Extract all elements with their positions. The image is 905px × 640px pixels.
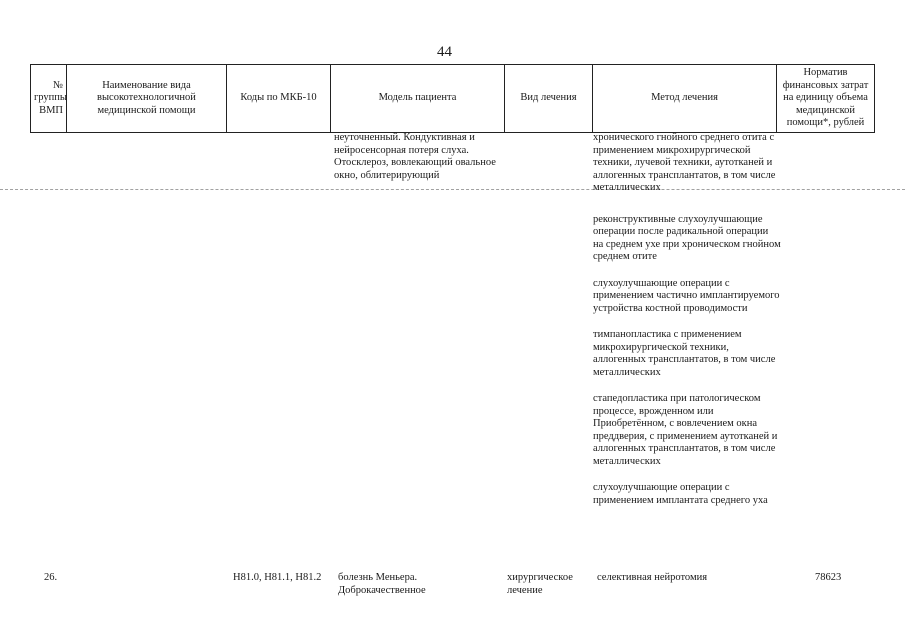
continued-patient-model: неуточненный. Кондуктивная и нейросенсорная потеря слуха. Отосклероз, вовлекающий овальное окно, облитерирующий — [334, 132, 496, 181]
page-number: 44 — [437, 44, 452, 60]
method-item: тимпанопластика с применением микрохирургической техники, аллогенных трансплантатов, в том числе металлических — [593, 329, 776, 378]
header-cost-norm: Норматив финансовых затрат на единицу объема медицинской помощи*, рублей — [777, 65, 875, 133]
method-item: реконструктивные слухоулучшающие операции после радикальной операции на среднем ухе при хроническом гнойном среднем отите — [593, 213, 781, 262]
row26-patient-model: болезнь Меньера. Доброкачественное — [338, 572, 426, 596]
row26-icd-codes: H81.0, H81.1, H81.2 — [233, 572, 322, 583]
header-vmp-name: Наименование вида высокотехнологичной медицинской помощи — [67, 65, 227, 133]
row26-cost-norm: 78623 — [815, 572, 842, 583]
header-treatment-method: Метод лечения — [593, 65, 777, 133]
row26-treatment-type: хирургическое лечение — [507, 572, 573, 596]
methods-list — [593, 132, 781, 521]
header-group-number: № группы ВМП — [31, 65, 67, 133]
method-item: слухоулучшающие операции с применением имплантата среднего уха — [593, 482, 768, 506]
row26-group-number: 26. — [44, 572, 58, 583]
header-patient-model: Модель пациента — [331, 65, 505, 133]
header-treatment-type: Вид лечения — [505, 65, 593, 133]
table-header — [30, 64, 875, 133]
row26-treatment-method: селективная нейротомия — [597, 572, 708, 583]
method-item: хронического гнойного среднего отита с применением микрохирургической техники, лучевой техники, аутотканей и аллогенных трансплантатов, в том числе металлических — [593, 132, 776, 193]
method-item: слухоулучшающие операции с применением частично имплантируемого устройства костной проводимости — [593, 277, 780, 314]
header-icd-codes: Коды по МКБ-10 — [227, 65, 331, 133]
method-item: стапедопластика при патологическом процессе, врожденном или Приобретённом, с вовлечением окна преддверия, с применением аутотканей и аллогенных трансплантатов, в том числе металлических — [593, 393, 778, 467]
